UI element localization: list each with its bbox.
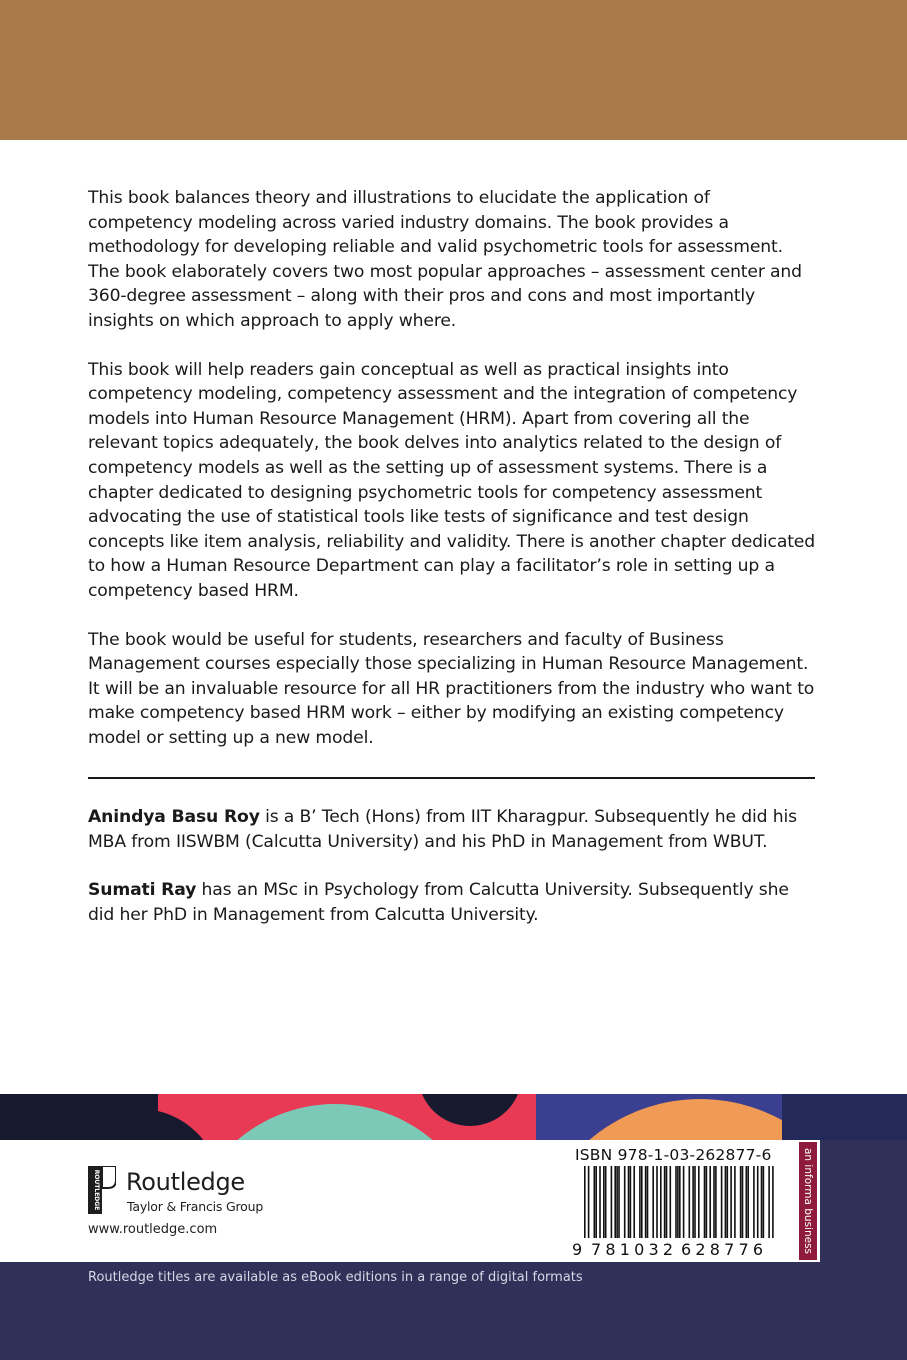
routledge-logo-icon: [88, 1166, 116, 1214]
barcode-bar: [616, 1166, 618, 1238]
barcode-bar: [652, 1166, 654, 1238]
barcode-bar: [742, 1166, 744, 1238]
barcode-bar: [611, 1166, 613, 1238]
decorative-artwork: [0, 1094, 907, 1140]
barcode: [570, 1166, 785, 1258]
barcode-bar: [761, 1166, 763, 1238]
barcode-bar: [599, 1166, 601, 1238]
barcode-bar: [664, 1166, 666, 1238]
right-dark-strip: [820, 1140, 907, 1262]
barcode-bar: [698, 1166, 700, 1238]
barcode-bar: [639, 1166, 641, 1238]
barcode-bar: [730, 1166, 732, 1238]
barcode-bar: [713, 1166, 715, 1238]
footer-text: Routledge titles are available as eBook editions in a range of digital formats: [88, 1270, 583, 1285]
barcode-bar: [740, 1166, 742, 1238]
barcode-bar: [746, 1166, 748, 1238]
informa-badge: [799, 1142, 817, 1260]
barcode-bar: [594, 1166, 596, 1238]
barcode-digits-right: 628776: [681, 1240, 763, 1258]
barcode-bar: [753, 1166, 755, 1238]
description-paragraph-1: This book balances theory and illustrations to elucidate the application of competency modeling across varied industry domains. The book provides a methodology for developing reliable and valid psychometric tools for assessment. The book elaborately covers two most popular approaches – assessment center and 360-degree assessment – along with their pros and cons and most importantly insights on which approach to apply where.: [88, 188, 802, 331]
barcode-bar: [734, 1166, 736, 1238]
barcode-bar: [692, 1166, 694, 1238]
barcode-bar: [709, 1166, 711, 1238]
barcode-bar: [618, 1166, 620, 1238]
barcode-bar: [624, 1166, 626, 1238]
barcode-bar: [633, 1166, 635, 1238]
barcode-bar: [763, 1166, 765, 1238]
publisher-name: Routledge: [126, 1168, 245, 1196]
barcode-bar: [694, 1166, 696, 1238]
barcode-bar: [660, 1166, 662, 1238]
author-bio-text: is a B’ Tech (Hons) from IIT Kharagpur. Subsequently he did his MBA from IISWBM (Calcutta University) and his PhD in Management from WBUT.: [88, 807, 797, 852]
author-bio-2: [88, 878, 816, 927]
logo-wordmark: ROUTLEDGE: [93, 1169, 100, 1211]
barcode-bar: [683, 1166, 685, 1238]
barcode-bar: [725, 1166, 727, 1238]
barcode-bar: [747, 1166, 749, 1238]
barcode-bar: [628, 1166, 630, 1238]
barcode-bar: [715, 1166, 717, 1238]
barcode-bar: [641, 1166, 643, 1238]
isbn-label: ISBN 978-1-03-262877-6: [575, 1146, 772, 1164]
description-paragraph-2: This book will help readers gain conceptual as well as practical insights into competency modeling, competency assessment and the integration of competency models into Human Resource Management (HRM). Apart from covering all the relevant topics adequately, the book delves into analytics related to the design of competency models as well as the setting up of assessment systems. There is a chapter dedicated to designing psychometric tools for competency assessment advocating the use of statistical tools like tests of significance and test design concepts like item analysis, reliability and validity. There is another chapter dedicated to how a Human Resource Department can play a facilitator’s role in setting up a competency based HRM.: [88, 359, 815, 601]
author-bio-text: has an MSc in Psychology from Calcutta University. Subsequently she did her PhD in Management from Calcutta University.: [88, 880, 789, 925]
barcode-digit-first: 9: [572, 1240, 583, 1258]
barcode-digits-left: 781032: [591, 1240, 673, 1258]
barcode-bar: [721, 1166, 723, 1238]
publisher-group: Taylor & Francis Group: [127, 1199, 264, 1214]
barcode-bar: [603, 1166, 605, 1238]
author-name: Sumati Ray: [88, 880, 197, 900]
barcode-bar: [595, 1166, 597, 1238]
barcode-bar: [645, 1166, 647, 1238]
barcode-bar: [706, 1166, 708, 1238]
top-color-band: [0, 0, 907, 140]
description-paragraph-3: The book would be useful for students, researchers and faculty of Business Management courses especially those specializing in Human Resource Management. It will be an invaluable resource for all HR practitioners from the industry who want to make competency based HRM work – either by modifying an existing competency model or setting up a new model.: [88, 629, 815, 748]
barcode-bar: [656, 1166, 658, 1238]
barcode-bar: [727, 1166, 729, 1238]
publisher-url[interactable]: www.routledge.com: [88, 1222, 218, 1237]
barcode-bar: [647, 1166, 649, 1238]
barcode-bar: [689, 1166, 691, 1238]
barcode-bar: [670, 1166, 672, 1238]
barcode-bar: [704, 1166, 706, 1238]
description: [88, 186, 816, 774]
author-name: Anindya Basu Roy: [88, 807, 260, 827]
author-bio-1: [88, 805, 816, 854]
barcode-bar: [614, 1166, 616, 1238]
barcode-bar: [630, 1166, 632, 1238]
barcode-bar: [757, 1166, 759, 1238]
divider: [88, 777, 815, 779]
barcode-bar: [605, 1166, 607, 1238]
informa-text: an informa business: [802, 1147, 814, 1255]
barcode-bar: [666, 1166, 668, 1238]
